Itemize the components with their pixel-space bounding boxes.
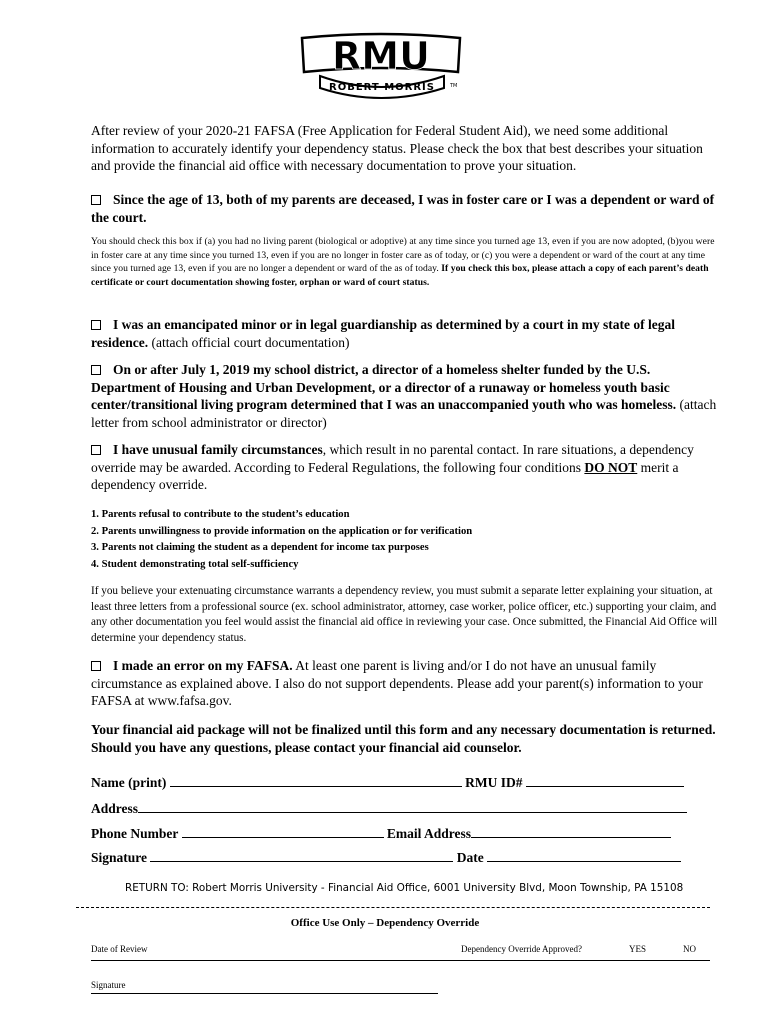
logo-sub-text: ROBERT MORRIS [329,82,435,93]
condition-item: 2. Parents unwillingness to provide information on the application or for verification [91,525,473,537]
office-review-line [91,960,710,961]
checkbox-fafsa-error[interactable] [91,661,101,671]
logo-trademark: TM [450,83,458,89]
option-orphan-title: Since the age of 13, both of my parents are deceased, I was in foster care or I was a dependent or ward of the court. [91,192,715,225]
approved-yes-option[interactable]: YES [629,944,647,954]
option-orphan-detail-bold: If you check this box, please attach a copy of each parent’s death certificate or court documentation showing foster, orphan or ward of court status. [91,263,709,288]
option-emancipated-title: I was an emancipated minor or in legal guardianship as determined by a court in my state of legal residence. [91,317,676,350]
extenuating-paragraph: If you believe your extenuating circumstance warrants a dependency review, you must submit a separate letter explaining your situation, at least three letters from a professional source (ex. school administrator, attorney, case worker, police officer, etc.) supporting your claim, and any other documentation you feel would assist the financial aid office in reviewing your case. Once submitted, the Financial Aid Office will determine your dependency status. [91,585,718,644]
signature-input[interactable] [150,849,453,862]
return-address: RETURN TO: Robert Morris University - Financial Aid Office, 6001 University Blvd, Moon Township, PA 15108 [125,882,684,894]
office-signature-label: Signature [91,980,126,990]
email-label: Email Address [386,826,472,841]
rmu-logo-graphic [298,32,464,102]
signature-row [91,849,701,866]
option-homeless [91,361,721,431]
condition-item: 4. Student demonstrating total self-sufficiency [91,558,299,570]
option-fafsa-error-title: I made an error on my FAFSA. [113,658,293,673]
name-label: Name (print) [91,775,167,790]
signature-label: Signature [91,850,148,865]
phone-label: Phone Number [91,826,179,841]
conditions-list [91,507,691,573]
option-orphan [91,191,721,226]
checkbox-orphan[interactable] [91,195,101,205]
approved-no-option[interactable]: NO [683,944,696,954]
option-emancipated-note: (attach official court documentation) [151,334,350,350]
option-emancipated [91,316,721,351]
address-label: Address [91,801,139,816]
name-row [91,774,701,791]
address-input[interactable] [138,800,687,813]
intro-paragraph: After review of your 2020-21 FAFSA (Free Application for Federal Student Aid), we need some additional information to accurately identify your dependency status. Please check the box that best describes your situation and provide the financial aid office with necessary documentation to prove your situation. [91,123,703,173]
condition-item: 1. Parents refusal to contribute to the student’s education [91,509,350,520]
rmu-id-input[interactable] [526,774,684,787]
address-row [91,800,701,817]
rmu-id-label: RMU ID# [465,775,523,790]
logo-main-text: RMU [332,34,430,78]
option-homeless-title: On or after July 1, 2019 my school district, a director of a homeless shelter funded by the U.S. Department of Housing and Urban Development, or a director of a runaway or homeless youth basic center/transitional living program determined that I was an unaccompanied youth who was homeless. [91,362,677,412]
option-orphan-detail [91,235,721,289]
option-unusual-circumstances [91,441,721,494]
override-approved-label: Dependency Override Approved? [461,944,582,954]
option-unusual-text-end: merit a dependency override. [91,459,679,492]
date-of-review-label: Date of Review [91,944,148,954]
email-input[interactable] [471,825,671,838]
finalize-notice: Your financial aid package will not be finalized until this form and any necessary documentation is returned. Should you have any questions, please contact your financial aid counselor. [91,722,716,755]
cut-line [76,907,710,908]
option-orphan-detail-text: You should check this box if (a) you had no living parent (biological or adoptive) at any time since you turned age 13, even if you are now adopted, (b)you were in foster care at any time since you turned 13, even if you are no longer in foster care as of today, or (c) you were a dependent or ward of the court at any time since you turned age 13, even if you are no longer a dependent or ward of the as of today. [91,236,715,274]
date-input[interactable] [487,849,681,862]
rmu-logo [298,32,464,102]
checkbox-homeless[interactable] [91,365,101,375]
name-input[interactable] [170,774,462,787]
option-homeless-note: (attach letter from school administrator or director) [91,397,717,430]
checkbox-unusual-circumstances[interactable] [91,445,101,455]
office-use-title: Office Use Only – Dependency Override [290,917,480,929]
checkbox-emancipated[interactable] [91,320,101,330]
date-label: Date [456,850,484,865]
option-fafsa-error-text: At least one parent is living and/or I do not have an unusual family circumstance as explained above. I also do not support dependents. Please add your parent(s) information to your FAFSA at www.fafsa.gov. [91,658,703,708]
option-unusual-text: , which result in no parental contact. In rare situations, a dependency override may be awarded. According to Federal Regulations, the following four conditions [91,442,694,475]
option-unusual-emphasis: DO NOT [584,459,638,475]
contact-row [91,825,701,842]
condition-item: 3. Parents not claiming the student as a dependent for income tax purposes [91,542,429,553]
option-fafsa-error [91,657,721,710]
office-signature-line[interactable] [91,993,438,994]
option-unusual-title: I have unusual family circumstances [113,442,323,457]
phone-input[interactable] [182,825,384,838]
